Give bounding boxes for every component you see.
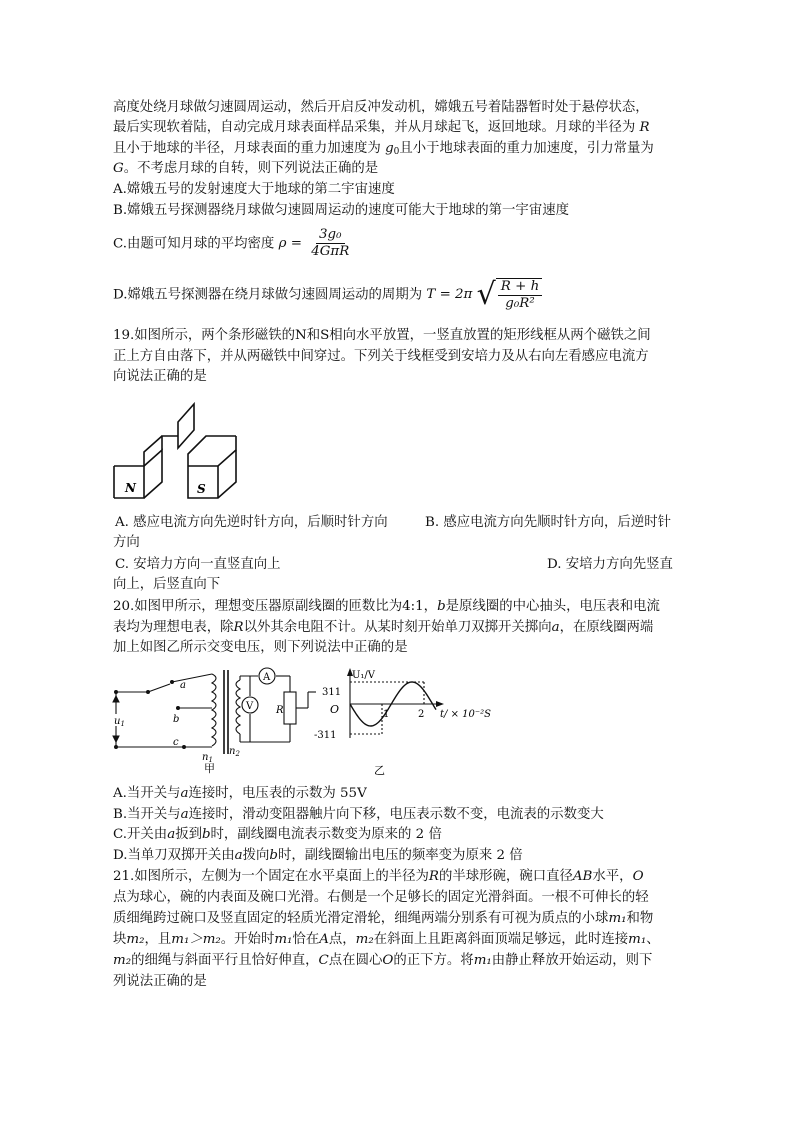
text: ，且 [144,932,172,947]
resistor-label: R [276,705,284,716]
formula-lhs: T = 2π [426,287,473,302]
text: 扳到 [175,827,202,842]
q19-option-d [547,555,673,575]
text: 20.如图甲所示，理想变压器原副线圈的匝数比为4:1， [113,599,438,614]
n-label: N [125,481,136,495]
voltmeter-label: V [246,701,254,712]
var-r: R [428,869,439,884]
denominator: 4GπR [311,244,350,259]
var-r: R [639,120,650,135]
text: 。开始时 [220,932,275,947]
magnets-figure [112,396,252,502]
q18-option-c [113,227,352,262]
var-o: O [632,869,644,884]
q21-line-2 [113,888,649,908]
y-axis-label: U₁/V [352,670,376,681]
figure-yi-caption: 乙 [374,764,385,776]
q19-stem-3 [113,367,207,387]
u1-label: $u_1$ [114,716,125,728]
period-formula [426,276,542,314]
var-a: a [180,786,189,801]
text: 表均为理想电表，除 [113,620,234,635]
tap-b-label: b [173,714,180,725]
density-formula [279,227,353,261]
x-axis-label: t/ × 10⁻²S [440,709,491,720]
y-max-label: 311 [322,687,342,698]
q21-line-3 [113,909,653,929]
text: 时，副线圈输出电压的频率变为原来 2 倍 [277,848,523,863]
origin-label: O [330,703,340,716]
text: 时，副线圈电流表示数变为原来的 2 倍 [210,827,442,842]
q18-option-a [113,180,395,200]
text: 是原线圈的中心抽头，电压表和电流 [445,599,660,614]
text: 和物 [626,911,654,926]
var-m1: m₁ [628,932,647,947]
voltage-sine-chart [312,664,498,776]
q19-stem-2 [113,347,649,367]
var-m1: m₁ [608,911,627,926]
var-b: b [201,827,211,842]
text: 点在圆心 [328,953,383,968]
q19-option-b [425,513,671,533]
s-magnet [188,436,236,498]
n2-label: $n_2$ [229,746,240,758]
sqrt [477,278,543,312]
text: 列说法正确的是 [113,974,207,989]
text: 水平， [592,869,633,884]
text: D.嫦娥五号探测器在绕月球做匀速圆周运动的周期为 [113,287,423,303]
text: 向说法正确的是 [113,369,207,384]
var-a-point: A [319,932,329,947]
text: 以外其余电阻不计。从某时刻开始单刀双掷开关掷向 [243,620,552,635]
text: D. 安培力方向先竖直 [547,557,673,572]
s-label: S [197,482,206,496]
var-m2: m₂ [113,953,132,968]
text: C.由题可知月球的平均密度 [113,236,275,252]
q20-stem-1 [113,597,660,617]
text: 高度处绕月球做匀速圆周运动，然后开启反冲发动机，嫦娥五号着陆器暂时处于悬停状态， [113,100,649,115]
text: B. 感应电流方向先顺时针方向，后逆时针 [425,515,671,530]
sqrt-inner [496,278,542,312]
text: 、 [646,932,660,947]
var-ab: AB [572,869,593,884]
numerator: 3g₀ [316,227,344,244]
text: 方向 [113,535,140,550]
text: 的正下方。将 [393,953,474,968]
text: 加上如图乙所示交变电压，则下列说法中正确的是 [113,640,408,655]
var-b: b [437,599,446,614]
var-c: C [318,953,329,968]
q21-line-1 [113,867,644,887]
q20-stem-2 [113,618,653,638]
text: 向上，后竖直向下 [113,577,221,592]
denominator: g₀R² [505,295,535,311]
text: 点为球心，碗的内表面及碗口光滑。右侧是一个足够长的固定光滑斜面。一根不可伸长的轻 [113,890,649,905]
q18-option-d [113,276,542,315]
var-a: a [167,827,176,842]
x2-label: 2 [418,709,425,720]
q19-option-a [115,513,388,533]
text: 。不考虑月球的自转，则下列说法正确的是 [123,161,379,176]
text: 连接时，电压表的示数为 55V [188,786,367,801]
chart-axes [350,674,436,738]
n-magnet [114,436,178,498]
intro-line-1 [113,98,649,118]
x1-label: 1 [383,709,390,720]
var-b: b [269,848,278,863]
text: 恰在 [292,932,320,947]
intro-line-3: 且小于地球的半径，月球表面的重力加速度为 $g_0$且小于地球表面的重力加速度，引力常量为 [113,141,654,157]
var-m1: m₁ [473,953,492,968]
ammeter-label: A [263,672,271,683]
q20-option-c [113,825,442,845]
text: 正上方自由落下，并从两磁铁中间穿过。下列关于线框受到安培力及从右向左看感应电流方 [113,349,649,364]
tap-a-label: a [180,680,186,691]
text: C. 安培力方向一直竖直向上 [115,557,281,572]
transformer-circuit-figure [112,662,324,774]
var-m2: m₂ [126,932,145,947]
q19-option-b-cont [113,533,140,553]
text: ，在原线圈两端 [559,620,654,635]
q19-option-c [115,555,281,575]
text: C.开关由 [113,827,168,842]
text: 且小于地球表面的重力加速度，引力常量为 [399,141,654,156]
radical-sign: √ [476,276,496,312]
text: 的半球形碗，碗口直径 [438,869,573,884]
var-m1-gt-m2: m₁＞m₂ [171,932,221,947]
var-G: G [113,161,124,176]
text: 由静止释放开始运动，则下 [491,953,653,968]
circuit-wires [116,670,316,754]
var-a: a [234,848,243,863]
text: 19.如图所示，两个条形磁铁的N和S相向水平放置，一竖直放置的矩形线框从两个磁铁之间 [113,328,651,343]
q19-stem-1 [113,326,651,346]
text: 21.如图所示，左侧为一个固定在水平桌面上的半径为 [113,869,429,884]
tap-c-label: c [173,737,179,748]
var-o: O [382,953,394,968]
var-a: a [180,807,189,822]
formula-lhs: ρ = [278,236,302,251]
q21-line-5 [113,951,652,971]
x-axis-arrow [436,701,444,707]
q20-option-a [113,784,367,804]
y-min-label: -311 [314,730,337,741]
text: A.嫦娥五号的发射速度大于地球的第二宇宙速度 [113,182,395,197]
q20-option-b [113,805,604,825]
text: 连接时，滑动变阻器触片向下移，电压表示数不变，电流表的示数变大 [188,807,604,822]
intro-line-2 [113,118,650,138]
var-r: R [233,620,244,635]
q18-option-b [113,201,569,221]
text: D.当单刀双掷开关由 [113,848,235,863]
var-m2: m₂ [355,932,374,947]
var-g: g [385,141,394,156]
coil-frame [178,404,194,448]
text: 质细绳跨过碗口及竖直固定的轻质光滑定滑轮，细绳两端分别系有可视为质点的小球 [113,911,609,926]
text: B.嫦娥五号探测器绕月球做匀速圆周运动的速度可能大于地球的第一宇宙速度 [113,203,569,218]
q20-stem-3 [113,638,408,658]
q21-line-6 [113,972,207,992]
text: 在斜面上且距离斜面顶端足够远，此时连接 [373,932,629,947]
text: 的细绳与斜面平行且恰好伸直， [131,953,319,968]
var-a: a [551,620,560,635]
q19-option-d-cont [113,575,220,595]
var-m1: m₁ [274,932,293,947]
q21-line-4 [113,930,660,950]
text: 最后实现软着陆，自动完成月球表面样品采集，并从月球起飞，返回地球。月球的半径为 [113,120,636,135]
text: A. 感应电流方向先逆时针方向，后顺时针方向 [115,515,388,530]
text: A.当开关与 [113,786,181,801]
intro-line-4 [113,159,378,179]
n1-label: $n_1$ [202,752,213,764]
figure-jia-caption: 甲 [204,762,215,774]
text: 块 [113,932,127,947]
text: 拨向 [242,848,270,863]
fraction [308,227,352,260]
text: 点， [328,932,356,947]
text: 且小于地球的半径，月球表面的重力加速度为 [113,141,381,156]
fraction [498,279,542,312]
q20-option-d [113,846,523,866]
numerator: R + h [498,279,542,296]
text: B.当开关与 [113,807,181,822]
